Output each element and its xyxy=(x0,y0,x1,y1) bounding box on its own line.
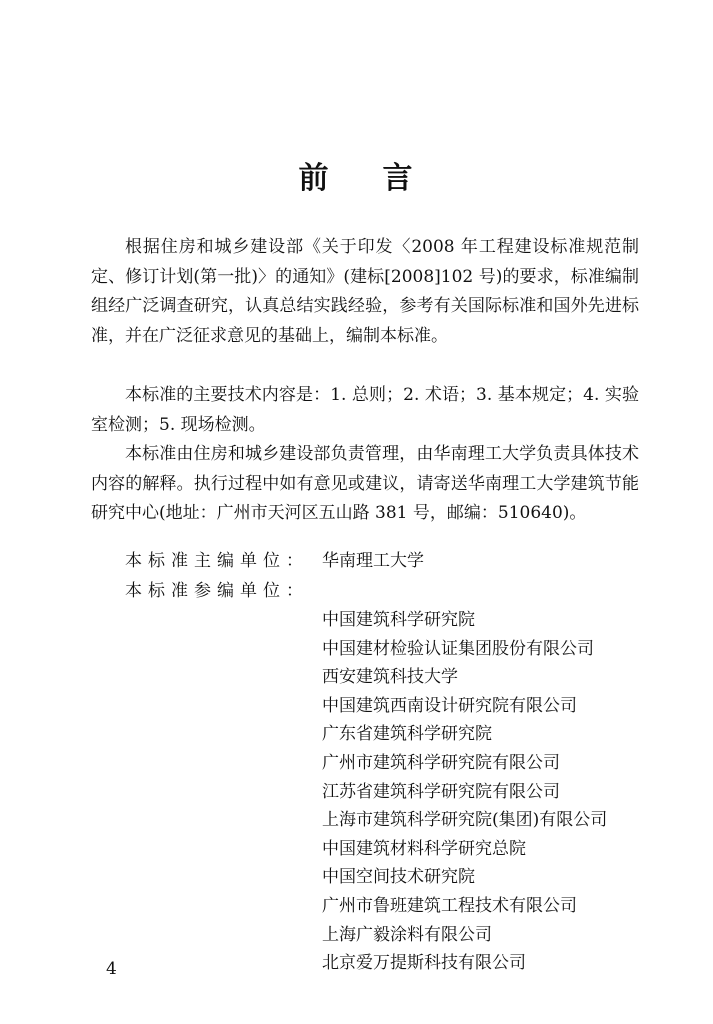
chief-editor-row xyxy=(91,547,651,577)
page-title xyxy=(0,158,713,200)
chief-editor-unit: 华南理工大学 xyxy=(322,551,424,571)
paragraph-basis: 根据住房和城乡建设部《关于印发〈2008 年工程建设标准规范制定、修订计划(第一批)〉的通知》(建标[2008]102 号)的要求，标准编制组经广泛调查研究，认真总结实践经验，参考有关国际标准和国外先进标准，并在广泛征求意见的基础上，编制本标准。 xyxy=(91,237,639,346)
participating-unit: 中国建筑材料科学研究总院 xyxy=(322,838,526,859)
chief-editor-label: 本标准主编单位： xyxy=(125,551,309,571)
participating-unit-list xyxy=(322,606,607,978)
participating-unit: 广州市鲁班建筑工程技术有限公司 xyxy=(322,895,577,916)
participating-row xyxy=(91,577,651,607)
participating-unit: 西安建筑科技大学 xyxy=(322,667,458,688)
participating-unit: 中国建筑科学研究院 xyxy=(322,610,475,630)
title-char-2: 言 xyxy=(382,161,415,196)
participating-unit: 中国建材检验认证集团股份有限公司 xyxy=(322,638,594,659)
paragraph-main-content: 本标准的主要技术内容是：1. 总则；2. 术语；3. 基本规定；4. 实验室检测；5. 现场检测。 xyxy=(91,385,639,435)
paragraph-management: 本标准由住房和城乡建设部负责管理，由华南理工大学负责具体技术内容的解释。执行过程中如有意见或建议，请寄送华南理工大学建筑节能研究中心(地址：广州市天河区五山路 381 号，邮编：510640)。 xyxy=(91,444,639,523)
title-char-1: 前 xyxy=(298,161,331,196)
participating-unit: 上海市建筑科学研究院(集团)有限公司 xyxy=(322,810,608,831)
participating-unit: 中国空间技术研究院 xyxy=(322,867,475,888)
participating-unit: 广州市建筑科学研究院有限公司 xyxy=(322,752,560,773)
participating-label: 本标准参编单位： xyxy=(125,581,309,601)
participating-unit: 中国建筑西南设计研究院有限公司 xyxy=(322,695,577,716)
page-number: 4 xyxy=(106,959,117,979)
participating-unit: 上海广毅涂料有限公司 xyxy=(322,924,492,945)
participating-unit: 广东省建筑科学研究院 xyxy=(322,724,492,745)
participating-unit: 江苏省建筑科学研究院有限公司 xyxy=(322,781,560,802)
participating-unit: 北京爱万提斯科技有限公司 xyxy=(322,953,526,974)
